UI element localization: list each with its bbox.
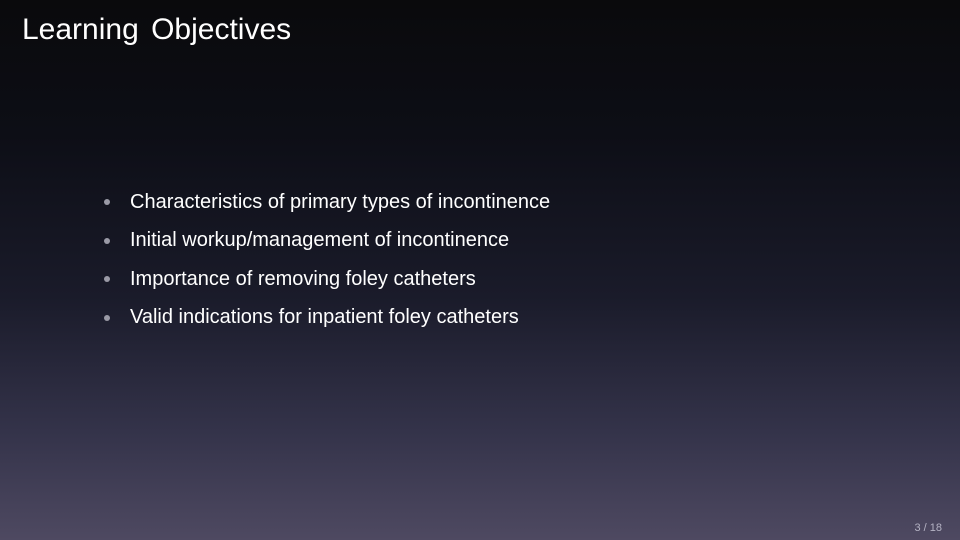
list-item <box>104 222 550 261</box>
list-item-text: Importance of removing foley catheters <box>130 267 476 290</box>
page-number: 3 / 18 <box>914 522 942 534</box>
list-item <box>104 299 550 338</box>
objectives-list <box>104 183 550 337</box>
list-item <box>104 260 550 299</box>
list-item-text: Characteristics of primary types of incontinence <box>130 190 551 213</box>
list-item-text: Valid indications for inpatient foley catheters <box>130 306 519 329</box>
slide-title: Learning Objectives <box>22 13 292 46</box>
bullet-icon <box>104 238 110 244</box>
bullet-icon <box>104 199 110 205</box>
bullet-icon <box>104 315 110 321</box>
list-item <box>104 183 550 222</box>
bullet-icon <box>104 276 110 282</box>
list-item-text: Initial workup/management of incontinence <box>130 229 510 252</box>
